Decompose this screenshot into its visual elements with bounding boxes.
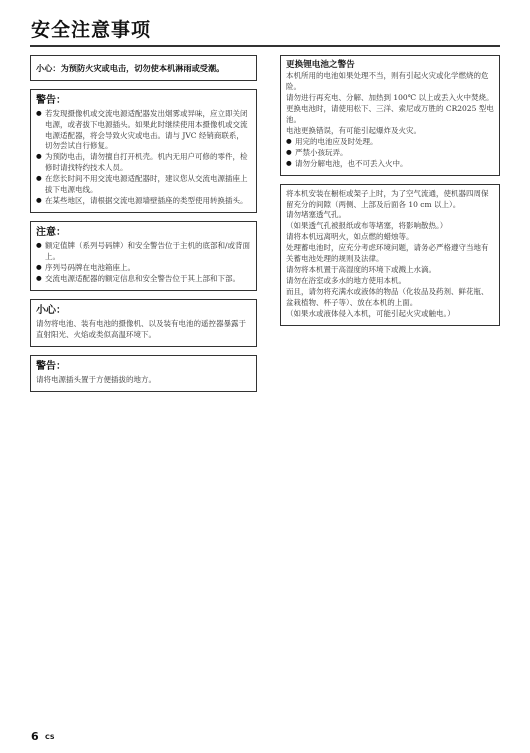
caution-text: 请勿将电池、装有电池的摄像机、以及装有电池的遥控器暴露于直射阳光、火焰或类似高温环境下。	[36, 318, 246, 339]
warning-item: ● 若发现摄像机或交流电源适配器发出烟雾或异味，应立即关闭电源，或者拔下电源插头。如果此时继续使用本摄像机或交流电源适配器，将会导致火灾或电击。请与 JVC 经销商联系，切勿尝试自行修复。	[36, 109, 251, 153]
caution-heading: 小心：	[36, 304, 66, 316]
battery-warning-box	[280, 55, 500, 176]
battery-item: ● 请勿分解电池，也不可丢入火中。	[286, 159, 494, 170]
battery-paragraph: 请勿进行再充电、分解、加热到 100℃ 以上或丢入火中焚烧。	[286, 93, 494, 103]
caution-banner-box	[30, 55, 257, 81]
notice-item: ● 序列号码牌在电池箱座上。	[36, 263, 251, 274]
warning-item: ● 为预防电击，请勿擅自打开机壳。机内无用户可修的零件，检修时请找特约技术人员。	[36, 152, 251, 174]
notice-list	[36, 241, 251, 285]
notice-item: ● 交流电源适配器的额定信息和安全警告位于其上部和下部。	[36, 274, 251, 285]
battery-warning-heading: 更换锂电池之警告	[286, 60, 355, 70]
notice-item: ● 额定值牌（系列号码牌）和安全警告位于主机的底部和/或背面上。	[36, 241, 251, 263]
warning-item: ● 在您长时间不用交流电源适配器时，建议您从交流电源插座上拔下电源电线。	[36, 174, 251, 196]
title-divider	[30, 45, 500, 47]
battery-item: ● 用完的电池应及时处理。	[286, 137, 494, 148]
battery-paragraph: 更换电池时，请使用松下、三洋、索尼或万胜的 CR2025 型电池。	[286, 103, 494, 124]
installation-paragraph: 请将本机远离明火，如点燃的蜡烛等。	[286, 232, 414, 242]
plug-warning-box	[30, 355, 257, 392]
warning-item: ● 在某些地区，请根据交流电源墙壁插座的类型使用转换插头。	[36, 196, 251, 207]
battery-paragraph: 本机所用的电池如果处理不当，则有引起火灾或化学燃烧的危险。	[286, 71, 489, 92]
installation-paragraph: 而且，请勿将充满水或液体的物品（化妆品及药剂、鲜花瓶、盆栽植物、杯子等）、放在本机的上面。	[286, 287, 489, 307]
installation-box	[280, 184, 500, 326]
battery-list	[286, 137, 494, 170]
right-column	[280, 55, 500, 334]
warning-list	[36, 109, 251, 207]
battery-item: ● 严禁小孩玩弄。	[286, 148, 494, 159]
warning-box	[30, 89, 257, 213]
warning-heading: 警告：	[36, 94, 66, 106]
caution-banner-text: 小心：为预防火灾或电击，切勿使本机淋雨或受潮。	[36, 63, 225, 73]
installation-paragraph: 请勿堵塞透气孔。	[286, 210, 346, 220]
installation-paragraph: 处理蓄电池时，应充分考虑环境问题，请务必严格遵守当地有关蓄电池处理的规则及法律。	[286, 243, 489, 264]
installation-paragraph: （如果透气孔被报纸或布等堵塞，将影响散热。）	[286, 221, 448, 231]
left-column	[30, 55, 257, 400]
installation-paragraph: 请勿在浴室或多水的地方使用本机。	[286, 276, 406, 286]
page-title: 安全注意事项	[31, 19, 152, 41]
installation-paragraph: 请勿将本机置于高湿度的环境下或溅上水滴。	[286, 265, 436, 275]
page-number: 6	[31, 730, 39, 743]
page-language-code: CS	[45, 733, 55, 741]
installation-paragraph: （如果水或液体侵入本机，可能引起火灾或触电。）	[286, 308, 455, 318]
notice-heading: 注意：	[36, 227, 66, 239]
plug-warning-heading: 警告：	[36, 360, 66, 372]
plug-warning-text: 请将电源插头置于方便插拔的地方。	[36, 374, 156, 384]
battery-paragraph: 电池更换错误，有可能引起爆炸及火灾。	[286, 125, 421, 135]
caution-box	[30, 299, 257, 347]
installation-paragraph: 将本机安装在橱柜或架子上时，为了空气流通，使机器四周保留充分的间隙（两侧、上部及后面各 10 cm 以上）。	[286, 188, 489, 209]
notice-box	[30, 221, 257, 291]
